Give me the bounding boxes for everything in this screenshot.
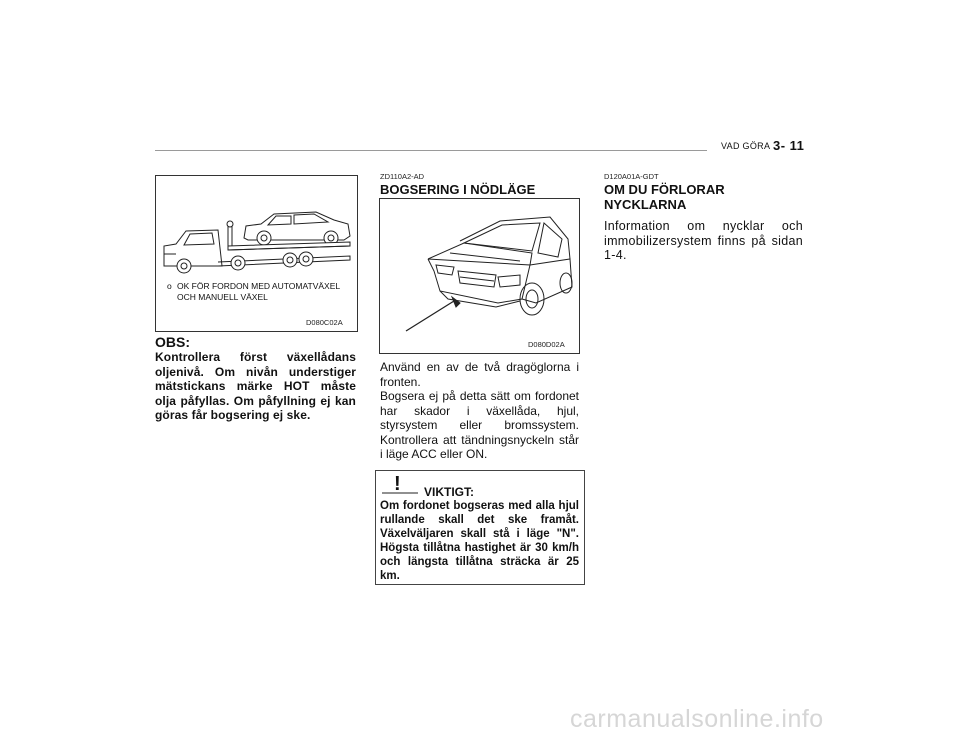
- right-text: Information om nycklar och immobilizersystem finns på sidan 1-4.: [604, 219, 803, 262]
- watermark: carmanualsonline.info: [570, 705, 824, 733]
- obs-title: OBS:: [155, 334, 190, 350]
- section-code-middle: ZD110A2-AD: [380, 172, 425, 181]
- warning-text: Om fordonet bogseras med alla hjul rullande skall det ske framåt. Växelväljaren skall stå i läge "N". Högsta tillåtna hastighet är 30 km/h och längsta tillåtna sträcka är 25 km.: [380, 500, 579, 582]
- note-line-1: OK FÖR FORDON MED AUTOMATVÄXEL: [177, 281, 341, 291]
- figure-code-left: D080C02A: [306, 318, 343, 327]
- right-title-line-1: OM DU FÖRLORAR: [604, 182, 725, 197]
- note-line-2: OCH MANUELL VÄXEL: [177, 292, 268, 302]
- obs-text: Kontrollera först växellådans oljenivå. Om nivån understiger mätstickans märke HOT måste olja påfyllas. Om påfyllning ej kan göras får bogsering ej ske.: [155, 350, 356, 422]
- car-front-figure: [379, 198, 580, 354]
- page-number: 3- 11: [773, 138, 805, 153]
- warning-icon: [380, 472, 420, 494]
- section-code-right: D120A01A-GDT: [604, 172, 659, 181]
- bullet: o: [167, 281, 172, 291]
- warning-symbol: !: [394, 473, 401, 494]
- middle-title: BOGSERING I NÖDLÄGE: [380, 182, 536, 197]
- header-rule: [155, 150, 707, 151]
- middle-para-2: Bogsera ej på detta sätt om fordonet har skador i växellåda, hjul, styrsystem eller bromssystem. Kontrollera att tändningsnyckeln står i läge ACC eller ON.: [380, 389, 579, 461]
- figure-note: [167, 281, 357, 303]
- section-title: VAD GÖRA: [721, 141, 771, 151]
- middle-para-1: Använd en av de två dragöglorna i fronten.: [380, 360, 579, 389]
- tow-truck-figure: [155, 175, 358, 332]
- warning-title: VIKTIGT:: [424, 485, 474, 499]
- tow-truck-illustration: [156, 176, 357, 276]
- figure-code-middle: D080D02A: [528, 340, 565, 349]
- right-title-line-2: NYCKLARNA: [604, 197, 687, 212]
- car-front-illustration: [380, 199, 579, 339]
